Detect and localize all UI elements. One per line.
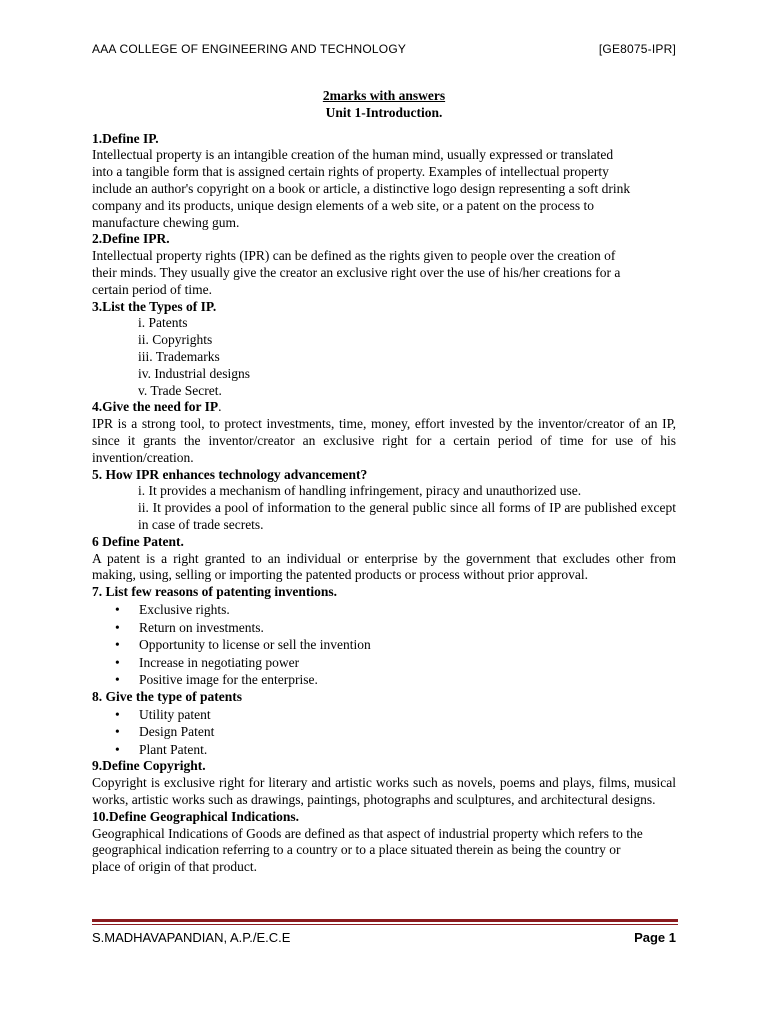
course-code: [GE8075-IPR]: [598, 42, 676, 56]
footer-rule-thick: [92, 919, 678, 922]
list-item: • Utility patent: [92, 706, 676, 724]
question-2: 2.Define IPR.: [92, 231, 170, 247]
question-4: 4.Give the need for IP: [92, 399, 219, 415]
list-item: ii. Copyrights: [138, 332, 213, 348]
answer-10: Geographical Indications of Goods are defined as that aspect of industrial property which refers to the geographical indication referring to a country or to a place situated therein as being the country or place of origin of that product.: [92, 825, 643, 875]
list-item: • Plant Patent.: [92, 741, 676, 759]
title-line-1: 2marks with answers: [322, 88, 446, 103]
question-3: 3.List the Types of IP.: [92, 298, 217, 314]
list-item: • Increase in negotiating power: [92, 654, 676, 672]
page-number: Page 1: [634, 930, 676, 945]
list-item: iii. Trademarks: [138, 348, 220, 364]
question-5: 5. How IPR enhances technology advancement?: [92, 466, 368, 482]
list-item: i. It provides a mechanism of handling infringement, piracy and unauthorized use.: [138, 483, 582, 499]
college-name: AAA COLLEGE OF ENGINEERING AND TECHNOLOGY: [92, 42, 407, 56]
list-item: • Positive image for the enterprise.: [92, 671, 676, 689]
list-item: • Opportunity to license or sell the invention: [92, 636, 676, 654]
answer-9: Copyright is exclusive right for literary and artistic works such as novels, poems and plays, films, musical works, artistic works such as drawings, paintings, photographs and sculptures, and architectural designs.: [92, 775, 676, 808]
list-item: i. Patents: [138, 315, 188, 331]
tech-advancement-list: [92, 483, 676, 533]
question-8: 8. Give the type of patents: [92, 688, 242, 704]
question-7: 7. List few reasons of patenting inventions.: [92, 584, 338, 600]
answer-1: Intellectual property is an intangible creation of the human mind, usually expressed or translated into a tangible form that is assigned certain rights of property. Examples of intellectual property include an author's copyright on a book or article, a distinctive logo design representing a soft drink company and its products, unique design elements of a web site, or a patent on the process to manufacture chewing gum.: [92, 147, 631, 230]
answer-2: Intellectual property rights (IPR) can be defined as the rights given to people over the creation of their minds. They usually give the creator an exclusive right over the use of his/her creations for a certain period of time.: [92, 248, 621, 297]
footer-author: S.MADHAVAPANDIAN, A.P./E.C.E: [92, 930, 291, 945]
footer-rule-thin: [92, 924, 678, 925]
patent-types-list: [92, 706, 676, 759]
question-10: 10.Define Geographical Indications.: [92, 808, 300, 824]
page-footer: [92, 930, 676, 945]
ip-types-list: [92, 315, 676, 399]
document-title: [92, 88, 676, 122]
answer-6: A patent is a right granted to an individual or enterprise by the government that excludes other from making, using, selling or importing the patented products or process without prior approval.: [92, 550, 676, 583]
list-item: • Return on investments.: [92, 619, 676, 637]
list-item: • Design Patent: [92, 723, 676, 741]
document-body: [92, 88, 676, 876]
list-item: iv. Industrial designs: [138, 365, 250, 381]
patenting-reasons-list: [92, 601, 676, 689]
title-line-2: Unit 1-Introduction.: [325, 104, 443, 120]
page-header: [92, 42, 676, 56]
question-6: 6 Define Patent.: [92, 533, 184, 549]
answer-4: IPR is a strong tool, to protect investments, time, money, effort invested by the inventor/creator of an IP, since it grants the inventor/creator an exclusive right for a certain period of time for use of his invention/creation.: [92, 416, 676, 465]
list-item: ii. It provides a pool of information to the general public since all forms of IP are published except in case of trade secrets.: [138, 500, 676, 532]
list-item: • Exclusive rights.: [92, 601, 676, 619]
question-1: 1.Define IP.: [92, 130, 159, 146]
list-item: v. Trade Secret.: [138, 382, 222, 398]
question-9: 9.Define Copyright.: [92, 758, 206, 774]
question-4-line: [92, 399, 676, 416]
question-4-tail: .: [218, 399, 222, 415]
